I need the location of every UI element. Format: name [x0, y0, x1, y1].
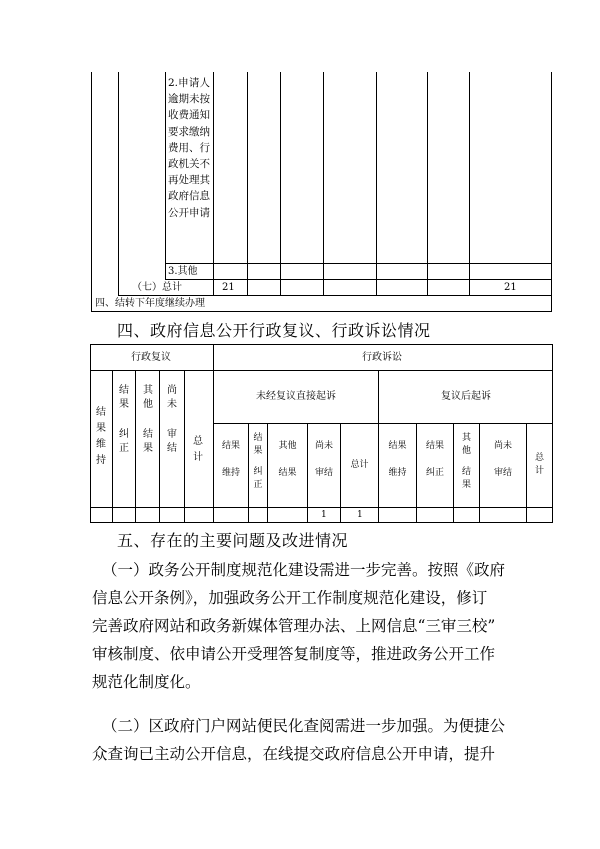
sub-pending: 尚未 审结 — [493, 441, 512, 478]
sub-total: 总计 — [350, 460, 369, 470]
paragraph-line: （一）政务公开制度规范化建设需进一步完善。按照《政府 — [102, 561, 506, 579]
carry-over-label: 四、结转下年度继续办理 — [95, 298, 205, 309]
paragraph — [92, 556, 520, 696]
header-no-review-sue: 未经复议直接起诉 — [256, 391, 336, 402]
sub-pending: 尚未 审结 — [314, 441, 333, 478]
paragraph-line: （二）区政府门户网站便民化查阅需进一步加强。为便捷公 — [102, 717, 506, 735]
sub-total: 总 计 — [534, 453, 544, 476]
sub-other: 其 他 结 果 — [461, 433, 471, 490]
sub-upheld: 结果 维持 — [388, 441, 407, 478]
section-heading: 五、存在的主要问题及改进情况 — [117, 531, 349, 550]
sub-other: 其他 结果 — [278, 441, 297, 478]
total-label: （七）总计 — [132, 282, 182, 293]
paragraph-line: 信息公开条例》，加强政务公开工作制度规范化建设，修订 — [92, 589, 488, 607]
paragraph-line: 众查询已主动公开信息，在线提交政府信息公开申请，提升 — [92, 745, 496, 763]
paragraph-line: 完善政府网站和政务新媒体管理办法、上网信息“三审三校” — [92, 617, 496, 635]
header-admin-review: 行政复议 — [131, 352, 171, 363]
paragraph-line: 审核制度、依申请公开受理答复制度等，推进政务公开工作 — [92, 645, 496, 663]
col-other: 其他 结果 — [143, 385, 153, 454]
item2-text: 2.申请人逾期未按收费通知要求缴纳费用、行政机关不再处理其政府信息公开申请 — [168, 77, 210, 219]
header-admin-litigation: 行政诉讼 — [362, 352, 402, 363]
section-heading: 四、政府信息公开行政复议、行政诉讼情况 — [117, 321, 431, 340]
col-pending: 尚未 审结 — [167, 385, 177, 454]
sub-corrected: 结 果 纠 正 — [253, 433, 263, 490]
paragraph — [92, 712, 520, 768]
sub-upheld: 结果 维持 — [221, 441, 240, 478]
total-value: 21 — [504, 282, 517, 293]
paragraph-line: 规范化制度化。 — [92, 673, 201, 691]
col-total: 总计 — [193, 436, 203, 463]
value-pending: 1 — [321, 510, 327, 520]
total-value: 21 — [222, 282, 235, 293]
value-total: 1 — [357, 510, 363, 520]
item3-label: 3.其他 — [168, 266, 198, 277]
col-upheld: 结果维持 — [96, 407, 106, 466]
header-after-review-sue: 复议后起诉 — [441, 391, 491, 402]
col-corrected: 结果 纠正 — [119, 385, 129, 454]
sub-corrected: 结果 纠正 — [425, 441, 444, 478]
